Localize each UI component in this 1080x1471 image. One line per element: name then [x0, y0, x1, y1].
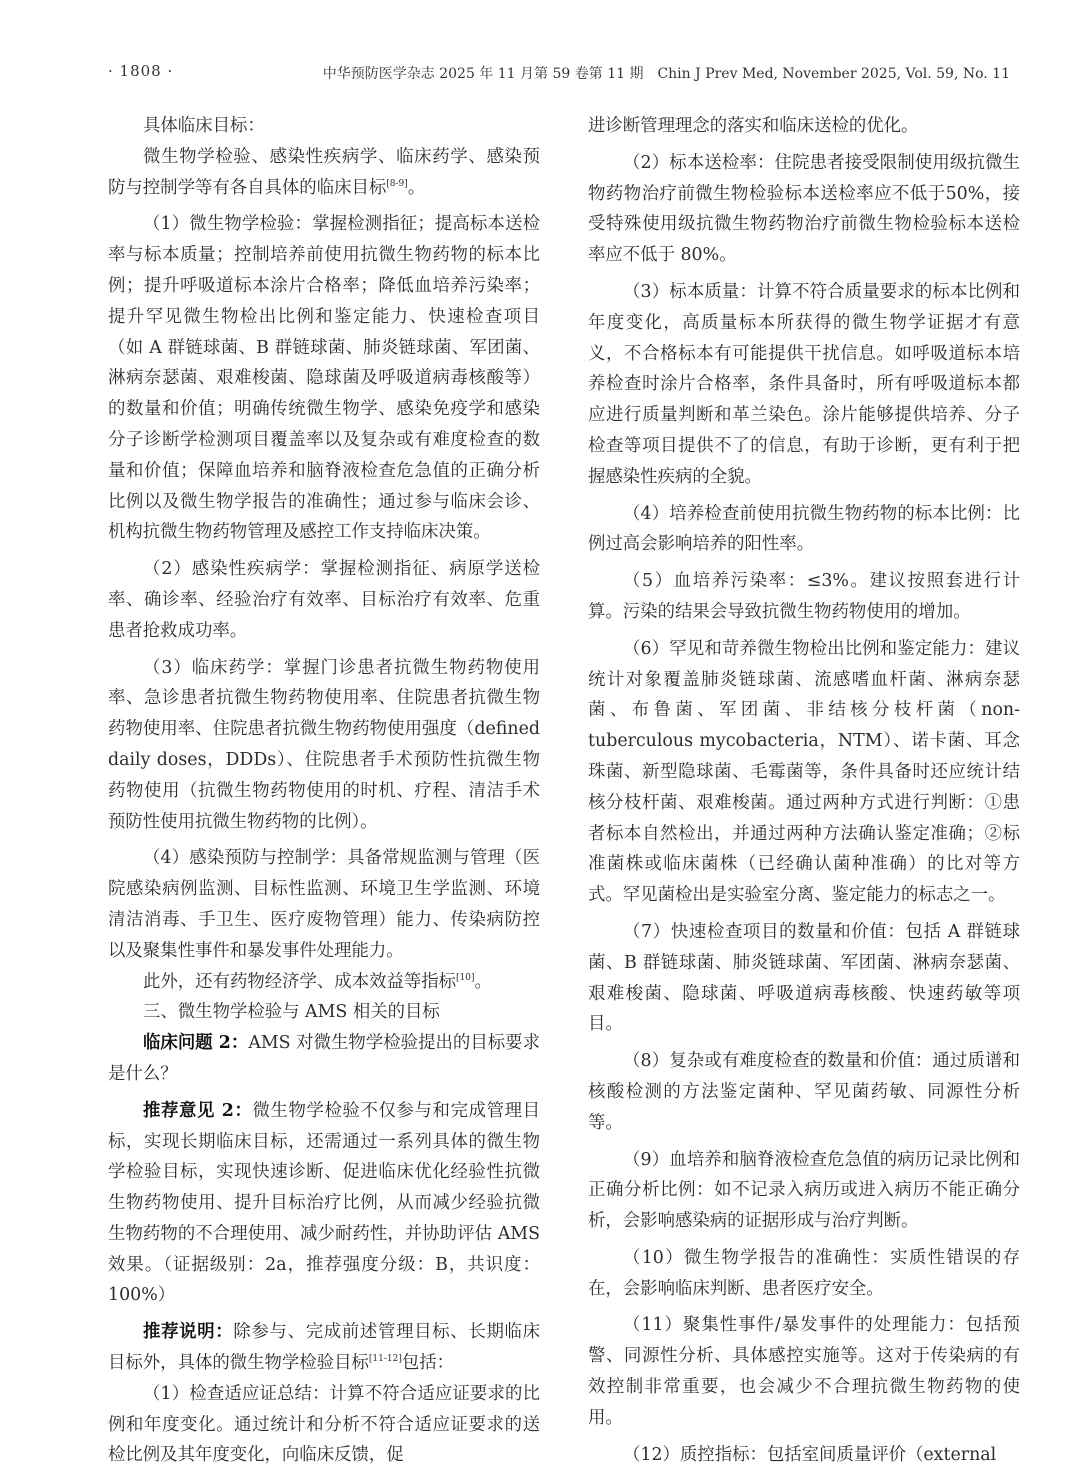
paragraph: （9）血培养和脑脊液检查危急值的病历记录比例和正确分析比例：如不记录入病历或进入病历不能正确分析，会影响感染病的证据形成与治疗判断。 [588, 1149, 1020, 1232]
paragraph: （2）感染性疾病学：掌握检测指征、病原学送检率、确诊率、经验治疗有效率、目标治疗有效率、危重患者抢救成功率。 [108, 559, 540, 641]
paragraph: （1）微生物学检验：掌握检测指征；提高标本送检率与标本质量；控制培养前使用抗微生物药物的标本比例；提升呼吸道标本涂片合格率；降低血培养污染率；提升罕见微生物检出比例和鉴定能力、快速检查项目（如 A 群链球菌、B 群链球菌、肺炎链球菌、军团菌、淋病奈瑟菌、艰难梭菌、隐球菌及呼吸道病毒核酸等）的数量和价值；明确传统微生物学、感染免疫学和感染分子诊断学检测项目覆盖率以及复杂或有难度检查的数量和价值；保障血培养和脑脊液检查危急值的正确分析比例以及微生物学报告的准确性；通过参与临床会诊、机构抗微生物药物管理及感控工作支持临床决策。 [108, 214, 540, 543]
bold-label: 临床问题 2： [143, 1033, 249, 1054]
paragraph: 进诊断管理理念的落实和临床送检的优化。 [588, 116, 919, 136]
citation-ref: [8-9] [386, 178, 408, 189]
paragraph: （12）质控指标：包括室间质量评价（external [623, 1444, 997, 1465]
paragraph-end: 。 [407, 177, 426, 198]
paragraph-text: AMS 对微生物学检验提出的目标要求是什么？ [108, 1033, 540, 1084]
section-heading: 三、微生物学检验与 AMS 相关的目标 [143, 1002, 440, 1023]
right-column [588, 111, 1020, 1470]
page-header [0, 0, 1080, 100]
paragraph-end: 。 [474, 971, 492, 992]
paragraph [108, 1028, 540, 1090]
paragraph: （4）感染预防与控制学：具备常规监测与管理（医院感染病例监测、目标性监测、环境卫生学监测、环境清洁消毒、手卫生、医疗废物管理）能力、传染病防控以及聚集性事件和暴发事件处理能力。 [108, 848, 540, 961]
paragraph: （5）血培养污染率：≤3%。建议按照套进行计算。污染的结果会导致抗微生物药物使用的增加。 [588, 571, 1020, 622]
paragraph [108, 142, 540, 204]
journal-citation: 中华预防医学杂志 2025 年 11 月第 59 卷第 11 期 Chin J Prev Med, November 2025, Vol. 59, No. 11 [322, 66, 1010, 82]
paragraph: （11）聚集性事件/暴发事件的处理能力：包括预警、同源性分析、具体感控实施等。这对于传染病的有效控制非常重要，也会减少不合理抗微生物药物的使用。 [588, 1315, 1020, 1428]
paragraph: 具体临床目标： [143, 116, 265, 136]
paragraph: （6）罕见和苛养微生物检出比例和鉴定能力：建议统计对象覆盖肺炎链球菌、流感嗜血杆菌、淋病奈瑟菌、布鲁菌、军团菌、非结核分枝杆菌（non-tuberculous mycobacteria，NTM）、诺卡菌、耳念珠菌、新型隐球菌、毛霉菌等，条件具备时还应统计结核分枝杆菌、艰难梭菌。通过两种方式进行判断：①患者标本自然检出，并通过两种方法确认鉴定准确；②标准菌株或临床菌株（已经确认菌种准确）的比对等方式。罕见菌检出是实验室分离、鉴定能力的标志之一。 [588, 638, 1020, 906]
left-column [108, 111, 540, 1471]
citation-ref: [10] [456, 972, 475, 983]
paragraph: （3）标本质量：计算不符合质量要求的标本比例和年度变化，高质量标本所获得的微生物学证据才有意义，不合格标本有可能提供干扰信息。如呼吸道标本培养检查时涂片合格率，条件具备时，所有呼吸道标本都应进行质量判断和革兰染色。涂片能够提供培养、分子检查等项目提供不了的信息，有助于诊断，更有利于把握感染性疾病的全貌。 [588, 281, 1020, 487]
paragraph [108, 967, 540, 998]
bold-label: 推荐意见 2： [143, 1100, 253, 1121]
paragraph: （10）微生物学报告的准确性：实质性错误的存在，会影响临床判断、患者医疗安全。 [588, 1247, 1020, 1299]
paragraph: （8）复杂或有难度检查的数量和价值：通过质谱和核酸检测的方法鉴定菌种、罕见菌药敏、同源性分析等。 [588, 1051, 1020, 1133]
paragraph-text: 此外，还有药物经济学、成本效益等指标 [143, 971, 457, 992]
paragraph [108, 1317, 540, 1379]
paragraph [108, 1096, 540, 1312]
paragraph: （3）临床药学：掌握门诊患者抗微生物药物使用率、急诊患者抗微生物药物使用率、住院患者抗微生物药物使用率、住院患者抗微生物药物使用强度（defined daily doses，DDDs）、住院患者手术预防性抗微生物药物使用（抗微生物药物使用的时机、疗程、清洁手术预防性使用抗微生物药物的比例）。 [108, 657, 540, 832]
paragraph-text: 微生物学检验不仅参与和完成管理目标，实现长期临床目标，还需通过一系列具体的微生物学检验目标，实现快速诊断、促进临床优化经验性抗微生物药物使用、提升目标治疗比例，从而减少经验抗微生物药物的不合理使用、减少耐药性，并协助评估 AMS 效果。（证据级别：2a，推荐强度分级：B，共识度：100%） [108, 1100, 540, 1306]
paragraph: （7）快速检查项目的数量和价值：包括 A 群链球菌、B 群链球菌、肺炎链球菌、军团菌、淋病奈瑟菌、艰难梭菌、隐球菌、呼吸道病毒核酸、快速药敏等项目。 [588, 921, 1020, 1035]
paragraph: （1）检查适应证总结：计算不符合适应证要求的比例和年度变化。通过统计和分析不符合适应证要求的送检比例及其年度变化，向临床反馈，促 [108, 1383, 540, 1466]
paragraph: （2）标本送检率：住院患者接受限制使用级抗微生物药物治疗前微生物检验标本送检率应不低于50%，接受特殊使用级抗微生物药物治疗前微生物检验标本送检率应不低于 80%。 [588, 152, 1020, 266]
page-number: · 1808 · [108, 62, 174, 80]
paragraph-end: 包括： [401, 1353, 455, 1374]
citation-ref: [11-12] [368, 1354, 402, 1365]
bold-label: 推荐说明： [143, 1322, 234, 1343]
paragraph-text: 微生物学检验、感染性疾病学、临床药学、感染预防与控制学等有各自具体的临床目标 [108, 146, 540, 198]
paragraph: （4）培养检查前使用抗微生物药物的标本比例：比例过高会影响培养的阳性率。 [588, 503, 1020, 555]
paragraph-text: 除参与、完成前述管理目标、长期临床目标外，具体的微生物学检验目标 [108, 1322, 540, 1374]
